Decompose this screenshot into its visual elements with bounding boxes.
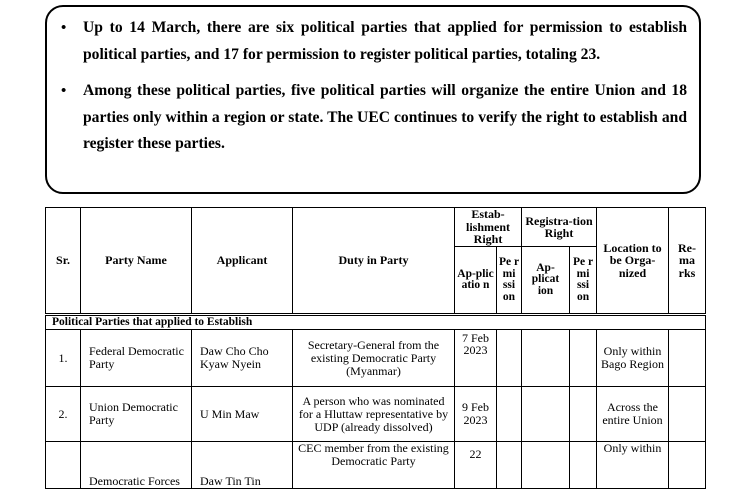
cell-est-application: 7 Feb 2023 xyxy=(455,330,497,387)
summary-bullet-text: Up to 14 March, there are six political parties that applied for permission to establish political parties, and 17 for permission to register political parties, totaling 23. xyxy=(83,19,687,63)
cell-party-name: Union Democratic Party xyxy=(81,387,192,442)
cell-reg-application xyxy=(522,330,570,387)
table-row xyxy=(46,442,706,489)
header-location: Location to be Orga-nized xyxy=(597,208,669,315)
cell-applicant: Daw Tin Tin xyxy=(192,442,293,489)
summary-bullet-2 xyxy=(59,78,687,158)
cell-reg-application xyxy=(522,387,570,442)
table-row xyxy=(46,387,706,442)
cell-sr: 1. xyxy=(46,330,81,387)
header-reg-permission: Pe r mi ssi on xyxy=(570,247,597,315)
cell-est-permission xyxy=(497,330,522,387)
summary-list xyxy=(59,15,687,158)
bullet-glyph: • xyxy=(61,83,67,99)
cell-remarks xyxy=(669,442,706,489)
cell-reg-permission xyxy=(570,442,597,489)
cell-reg-application xyxy=(522,442,570,489)
cell-applicant: U Min Maw xyxy=(192,387,293,442)
cell-location: Only within Bago Region xyxy=(597,330,669,387)
bullet-glyph: • xyxy=(61,20,67,36)
header-party-name: Party Name xyxy=(81,208,192,315)
cell-location: Across the entire Union xyxy=(597,387,669,442)
section-row xyxy=(46,315,706,330)
header-remarks: Re-ma rks xyxy=(669,208,706,315)
header-duty: Duty in Party xyxy=(293,208,455,315)
summary-bullet-1 xyxy=(59,15,687,68)
table-row xyxy=(46,330,706,387)
cell-party-name: Democratic Forces xyxy=(81,442,192,489)
cell-reg-permission xyxy=(570,387,597,442)
cell-est-permission xyxy=(497,387,522,442)
cell-location: Only within xyxy=(597,442,669,489)
cell-est-application: 9 Feb 2023 xyxy=(455,387,497,442)
cell-applicant: Daw Cho Cho Kyaw Nyein xyxy=(192,330,293,387)
header-est-application: Ap-plic atio n xyxy=(455,247,497,315)
header-sr: Sr. xyxy=(46,208,81,315)
cell-est-permission xyxy=(497,442,522,489)
parties-table xyxy=(45,207,706,489)
cell-reg-permission xyxy=(570,330,597,387)
cell-party-name: Federal Democratic Party xyxy=(81,330,192,387)
cell-est-application: 22 xyxy=(455,442,497,489)
cell-remarks xyxy=(669,330,706,387)
cell-duty: CEC member from the existing Democratic Party xyxy=(293,442,455,489)
cell-remarks xyxy=(669,387,706,442)
cell-duty: Secretary-General from the existing Democratic Party (Myanmar) xyxy=(293,330,455,387)
header-establishment-right: Estab-lishment Right xyxy=(455,208,522,247)
section-label: Political Parties that applied to Establish xyxy=(46,315,706,330)
summary-box xyxy=(45,5,701,194)
cell-sr: 2. xyxy=(46,387,81,442)
header-est-permission: Pe r mi ssi on xyxy=(497,247,522,315)
cell-duty: A person who was nominated for a Hluttaw representative by UDP (already dissolved) xyxy=(293,387,455,442)
summary-bullet-text: Among these political parties, five political parties will organize the entire Union and 18 parties only within a region or state. The UEC continues to verify the right to establish and register these parties. xyxy=(83,82,687,152)
header-row xyxy=(46,208,706,247)
header-reg-application: Ap-plicat ion xyxy=(522,247,570,315)
header-applicant: Applicant xyxy=(192,208,293,315)
cell-sr xyxy=(46,442,81,489)
header-registration-right: Registra-tion Right xyxy=(522,208,597,247)
